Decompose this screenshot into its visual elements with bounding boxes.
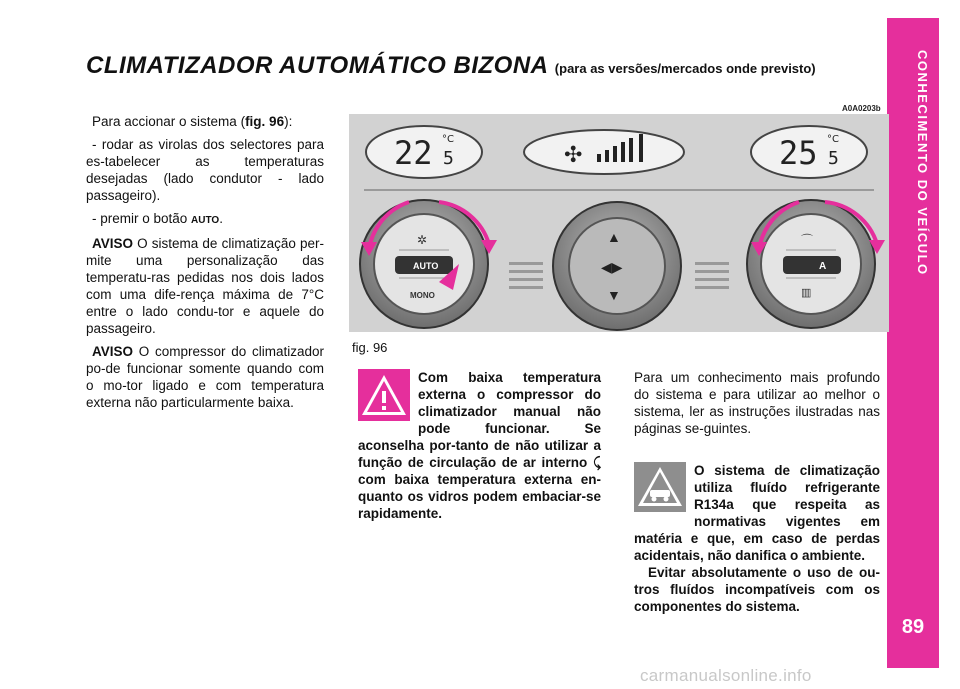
fan-speed-display (524, 130, 684, 174)
arrow-up-icon: ▲ (607, 229, 621, 245)
windshield-defrost-icon: ⌒ (801, 233, 814, 247)
recirculation-icon: A (819, 261, 827, 272)
svg-text:°C: °C (827, 134, 839, 145)
right-temp-display (751, 126, 867, 178)
rear-defrost-icon: ▥ (801, 287, 812, 299)
title-main: CLIMATIZADOR AUTOMÁTICO BIZONA (86, 52, 548, 79)
aviso-temperature: AVISO O sistema de climatização per-mite uma personalização das temperatu-ras pedidas nos dois lados com uma dife-rença máxima de 7°C entre o lado condu-tor e aquele do passageiro. (86, 236, 324, 336)
step-press: - premir o botão AUTO. (92, 211, 223, 226)
climate-panel-figure (349, 114, 889, 332)
recirculation-icon: ⤹ (592, 455, 601, 470)
environment-note (634, 462, 880, 615)
svg-text:22: 22 (394, 134, 433, 172)
warning-note: Com baixa temperatura externa o compressor do climatizador manual não pode funcionar. Se aconselha por-tanto de não utilizar a função de circulação de ar interno ⤹ com baixa temperatura externa en-quanto os vidros podem embaciar-se rapidamente. (358, 370, 601, 521)
figure-code: A0A0203b (842, 104, 881, 113)
intro-paragraph: Para accionar o sistema (fig. 96): (92, 114, 293, 129)
more-info-paragraph: Para um conhecimento mais profundo do sistema e para utilizar ao melhor o sistema, ler as instruções ilustradas nas páginas se-guintes. (634, 370, 880, 436)
step-rotate: - rodar as virolas dos selectores para es-tabelecer as temperaturas desejadas (lado condutor - lado passageiro). (86, 137, 324, 203)
air-distribution-knob (553, 202, 681, 330)
right-temperature-knob (747, 200, 875, 328)
fig-reference: fig. 96 (245, 114, 285, 129)
watermark: carmanualsonline.info (640, 666, 812, 685)
auto-key-label: AUTO (191, 215, 220, 226)
page-title (86, 52, 816, 80)
arrow-down-icon: ▼ (607, 287, 621, 303)
svg-text:5: 5 (828, 148, 839, 169)
climate-panel-illustration (349, 114, 889, 332)
svg-text:MONO: MONO (410, 291, 435, 300)
svg-text:°C: °C (442, 134, 454, 145)
snowflake-icon: ✲ (417, 233, 428, 247)
arrow-both-icon: ◀▶ (601, 259, 623, 275)
page-number: 89 (901, 616, 925, 638)
svg-text:5: 5 (443, 148, 454, 169)
fan-icon: ✣ (564, 143, 583, 168)
svg-text:25: 25 (779, 134, 818, 172)
svg-text:AUTO: AUTO (413, 261, 439, 271)
left-temp-display (366, 126, 482, 178)
warning-icon (358, 369, 410, 421)
left-column (86, 113, 324, 417)
section-tab-label: CONHECIMENTO DO VEÍCULO (915, 50, 930, 276)
environment-icon (634, 462, 686, 512)
left-temperature-knob (360, 200, 488, 328)
environment-note-p2: Evitar absolutamente o uso de ou-tros fluídos incompatíveis com os componentes do sistema. (634, 565, 880, 614)
environment-note-p1: O sistema de climatização utiliza fluído refrigerante R134a que respeita as normativas vigentes em matéria e que, em caso de perdas acidentais, não danifica o ambiente. (634, 463, 880, 563)
figure-caption: fig. 96 (352, 340, 388, 355)
title-subtitle: (para as versões/mercados onde previsto) (554, 61, 816, 76)
aviso-compressor: AVISO O compressor do climatizador po-de funcionar somente quando com o mo-tor ligado e com temperatura externa não particularmente baixa. (86, 344, 324, 410)
